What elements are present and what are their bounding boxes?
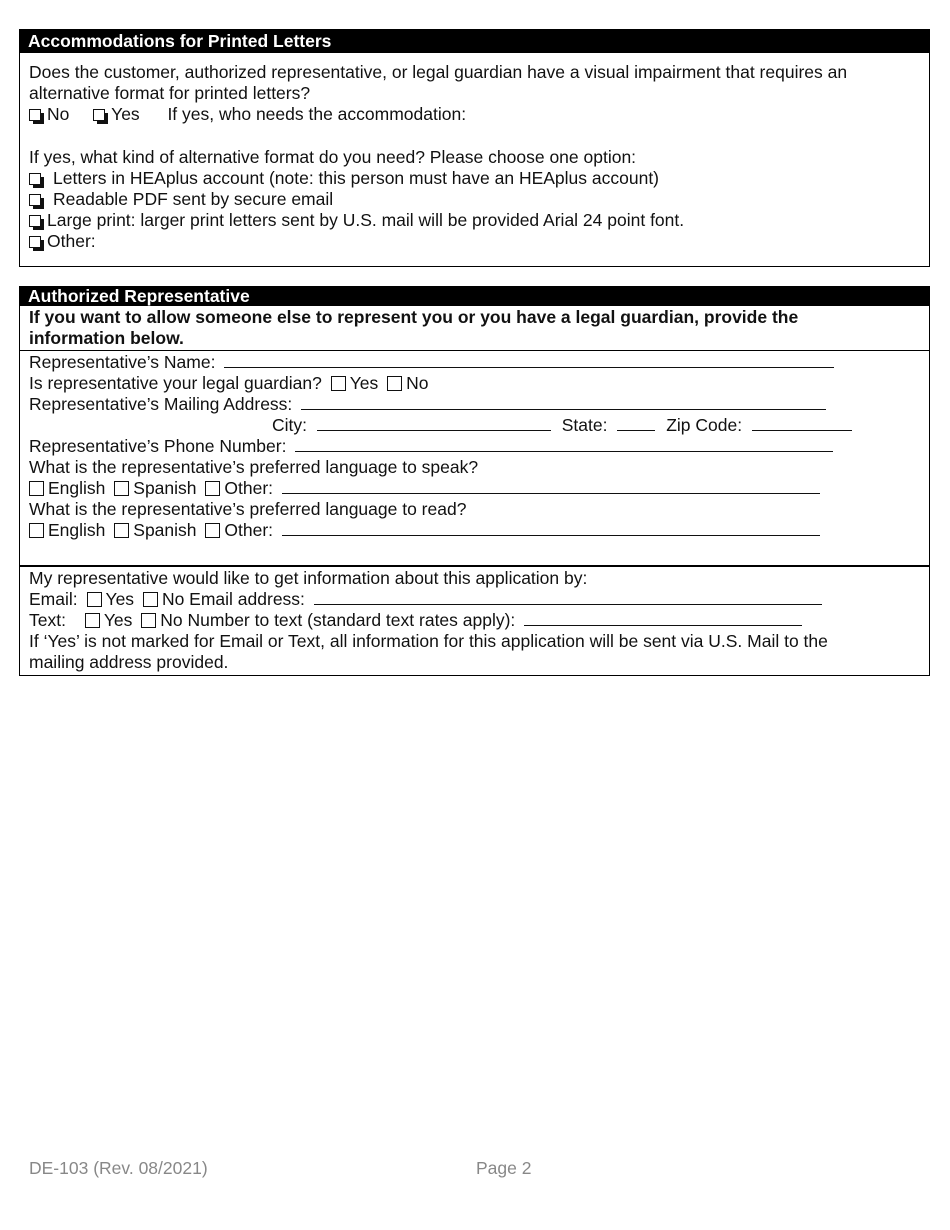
- text-row: [29, 610, 802, 631]
- rep-address-field[interactable]: [301, 394, 826, 410]
- visual-impairment-question-line2: alternative format for printed letters?: [29, 83, 311, 103]
- form-id: DE-103 (Rev. 08/2021): [29, 1158, 208, 1178]
- speak-language-row: [29, 478, 820, 499]
- format-option-pdf: [29, 189, 333, 210]
- email-no-label: No Email address:: [161, 589, 305, 609]
- guardian-yes-label: Yes: [349, 373, 379, 393]
- pdf-checkbox[interactable]: [29, 194, 41, 206]
- read-english-label: English: [48, 520, 106, 540]
- representative-header: Authorized Representative: [19, 286, 930, 306]
- rep-city-row: [272, 415, 852, 436]
- email-row: [29, 589, 822, 610]
- speak-language-question: What is the representative’s preferred language to speak?: [29, 457, 479, 477]
- zip-label: Zip Code:: [666, 415, 743, 435]
- other-format-checkbox[interactable]: [29, 236, 41, 248]
- speak-other-checkbox[interactable]: [205, 481, 220, 496]
- large-print-label: Large print: larger print letters sent by U.S. mail will be provided Arial 24 point font.: [47, 210, 685, 230]
- state-field[interactable]: [617, 415, 655, 431]
- format-option-heaplus: [29, 168, 659, 189]
- representative-intro-box: [19, 306, 930, 351]
- format-option-large-print: [29, 210, 684, 231]
- text-yes-label: Yes: [103, 610, 133, 630]
- email-yes-checkbox[interactable]: [87, 592, 102, 607]
- mail-note-line1: If ‘Yes’ is not marked for Email or Text, all information for this application will be sent via U.S. Mail to the: [29, 631, 828, 651]
- page-number: Page 2: [476, 1158, 532, 1178]
- heaplus-label: Letters in HEAplus account (note: this person must have an HEAplus account): [53, 168, 660, 188]
- guardian-yes-checkbox[interactable]: [331, 376, 346, 391]
- rep-guardian-row: [29, 373, 429, 394]
- contact-preferences-box: [19, 566, 930, 676]
- rep-address-row: [29, 394, 826, 415]
- rep-name-label: Representative’s Name:: [29, 352, 216, 372]
- read-spanish-label: Spanish: [133, 520, 197, 540]
- rep-phone-row: [29, 436, 833, 457]
- impairment-answer-row: [29, 104, 466, 125]
- read-language-row: [29, 520, 820, 541]
- rep-name-field[interactable]: [224, 352, 834, 368]
- read-english-checkbox[interactable]: [29, 523, 44, 538]
- accommodations-body: [19, 53, 930, 267]
- email-yes-label: Yes: [105, 589, 135, 609]
- city-label: City:: [272, 415, 307, 435]
- guardian-no-label: No: [406, 373, 429, 393]
- speak-other-label: Other:: [224, 478, 274, 498]
- rep-guardian-label: Is representative your legal guardian?: [29, 373, 322, 393]
- rep-address-label: Representative’s Mailing Address:: [29, 394, 293, 414]
- rep-phone-field[interactable]: [295, 436, 833, 452]
- contact-intro: My representative would like to get information about this application by:: [29, 568, 588, 588]
- representative-intro-line1: If you want to allow someone else to represent you or you have a legal guardian, provide the: [29, 307, 799, 327]
- representative-section: [19, 286, 930, 566]
- no-label: No: [47, 104, 70, 124]
- email-address-field[interactable]: [314, 589, 822, 605]
- who-needs-accommodation-label: If yes, who needs the accommodation:: [167, 104, 467, 124]
- accommodations-header: Accommodations for Printed Letters: [19, 29, 930, 53]
- read-other-label: Other:: [224, 520, 274, 540]
- representative-fields-box: [19, 351, 930, 566]
- other-format-label: Other:: [47, 231, 96, 251]
- email-no-checkbox[interactable]: [143, 592, 158, 607]
- speak-spanish-label: Spanish: [133, 478, 197, 498]
- no-checkbox[interactable]: [29, 109, 41, 121]
- speak-english-label: English: [48, 478, 106, 498]
- text-no-label: No Number to text (standard text rates apply):: [160, 610, 516, 630]
- representative-intro-line2: information below.: [29, 328, 184, 348]
- city-field[interactable]: [317, 415, 551, 431]
- yes-checkbox[interactable]: [93, 109, 105, 121]
- read-spanish-checkbox[interactable]: [114, 523, 129, 538]
- visual-impairment-question-line1: Does the customer, authorized representative, or legal guardian have a visual impairment that requires an: [29, 62, 848, 82]
- format-option-other: [29, 231, 96, 252]
- speak-other-field[interactable]: [282, 478, 820, 494]
- rep-phone-label: Representative’s Phone Number:: [29, 436, 287, 456]
- text-number-field[interactable]: [524, 610, 802, 626]
- format-question: If yes, what kind of alternative format do you need? Please choose one option:: [29, 147, 637, 167]
- guardian-no-checkbox[interactable]: [387, 376, 402, 391]
- zip-field[interactable]: [752, 415, 852, 431]
- speak-spanish-checkbox[interactable]: [114, 481, 129, 496]
- mail-note-line2: mailing address provided.: [29, 652, 229, 672]
- yes-label: Yes: [111, 104, 140, 124]
- large-print-checkbox[interactable]: [29, 215, 41, 227]
- email-label: Email:: [29, 589, 78, 609]
- accommodations-section: [19, 29, 930, 267]
- text-yes-checkbox[interactable]: [85, 613, 100, 628]
- read-language-question: What is the representative’s preferred language to read?: [29, 499, 467, 519]
- pdf-label: Readable PDF sent by secure email: [53, 189, 334, 209]
- read-other-field[interactable]: [282, 520, 820, 536]
- rep-name-row: [29, 352, 834, 373]
- state-label: State:: [561, 415, 608, 435]
- heaplus-checkbox[interactable]: [29, 173, 41, 185]
- text-no-checkbox[interactable]: [141, 613, 156, 628]
- text-label: Text:: [29, 610, 66, 630]
- speak-english-checkbox[interactable]: [29, 481, 44, 496]
- read-other-checkbox[interactable]: [205, 523, 220, 538]
